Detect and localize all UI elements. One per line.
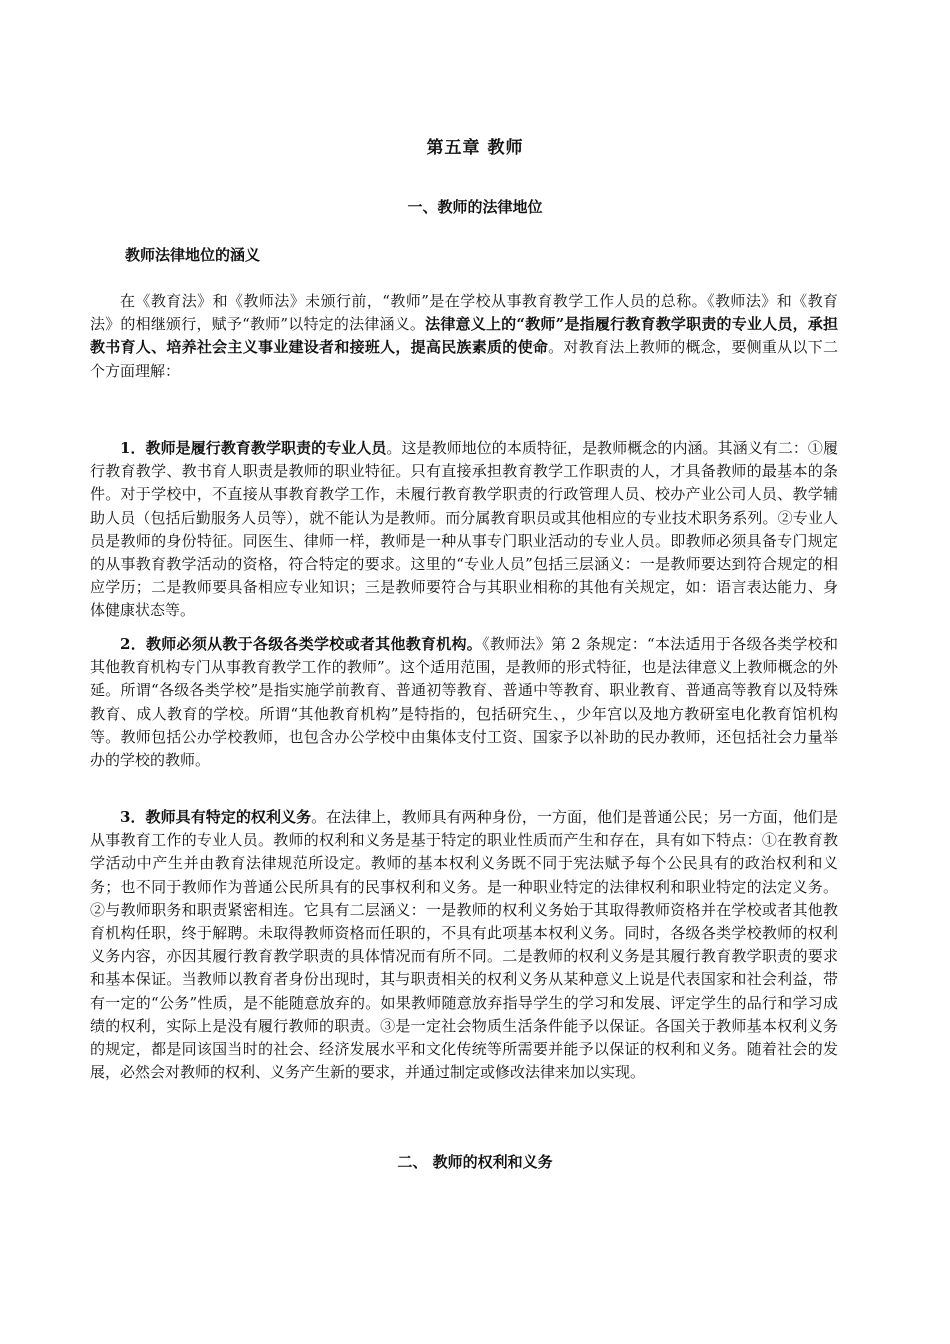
subheading-meaning: 教师法律地位的涵义: [125, 246, 261, 264]
point-1-paragraph: [90, 437, 838, 623]
section-title-rights-duties: 二、 教师的权利和义务: [397, 1153, 553, 1171]
point-2-heading: 2．教师必须从教于各级各类学校或者其他教育机构。: [120, 635, 483, 653]
chapter-title: 第五章 教师: [426, 138, 524, 158]
point-3-text: 。在法律上，教师具有两种身份，一方面，他们是普通公民；另一方面，他们是从事教育工作的专业人员。教师的权利和义务是基于特定的职业性质而产生和存在，具有如下特点：①在教育教学活动中产生并由教育法律规范所设定。教师的基本权利义务既不同于宪法赋予每个公民具有的政治权利和义务；也不同于教师作为普通公民所具有的民事权利和义务。是一种职业特定的法律权利和职业特定的法定义务。②与教师职务和职责紧密相连。它具有二层涵义：一是教师的权利义务始于其取得教师资格并在学校或者其他教育机构任职，终于解聘。未取得教师资格而任职的，不具有此项基本权利义务。同时，各级各类学校教师的权利义务内容，亦因其履行教育教学职责的具体情况而有所不同。二是教师的权利义务是其履行教育教学职责的要求和基本保证。当教师以教育者身份出现时，其与职责相关的权利义务从某种意义上说是代表国家和社会利益，带有一定的“公务”性质，是不能随意放弃的。如果教师随意放弃指导学生的学习和发展、评定学生的品行和学习成绩的权利，实际上是没有履行教师的职责。③是一定社会物质生活条件能予以保证。各国关于教师基本权利义务的规定，都是同该国当时的社会、经济发展水平和文化传统等所需要并能予以保证的权利和义务。随着社会的发展，必然会对教师的权利、义务产生新的要求，并通过制定或修改法律来加以实现。: [90, 808, 838, 1082]
point-2-text: 《教师法》第 2 条规定：“本法适用于各级各类学校和其他教育机构专门从事教育教学工作的教师”。这个适用范围，是教师的形式特征，也是法律意义上教师概念的外延。所谓“各级各类学校”是指实施学前教育、普通初等教育、普通中等教育、职业教育、普通高等教育以及特殊教育、成人教育的学校。所谓“其他教育机构”是特指的，包括研究生、，少年宫以及地方教研室电化教育馆机构等。教师包括公办学校教师，也包含办公学校中由集体支付工资、国家予以补助的民办教师，还包括社会力量举办的学校的教师。: [90, 635, 838, 770]
section-title-legal-status: 一、教师的法律地位: [407, 198, 543, 216]
point-3-paragraph: [90, 806, 838, 1084]
intro-bold-definition: 法律意义上的“教师”是指履行教育教学职责的专业人员，承担教书育人、培养社会主义事业建设者和接班人，提高民族素质的使命: [90, 315, 838, 357]
intro-text-2: 。对教育法上教师的概念，要侧重从以下二个方面理解：: [90, 338, 838, 380]
intro-text-1: 在《教育法》和《教师法》未颁行前，“教师”是在学校从事教育教学工作人员的总称。《教师法》和《教育法》的相继颁行，赋予“教师”以特定的法律涵义。: [90, 292, 838, 334]
point-1-text: 。这是教师地位的本质特征，是教师概念的内涵。其涵义有二：①履行教育教学、教书育人职责是教师的职业特征。只有直接承担教育教学工作职责的人，才具备教师的最基本的条件。对于学校中，不直接从事教育教学工作，未履行教育教学职责的行政管理人员、校办产业公司人员、教学辅助人员（包括后勤服务人员等），就不能认为是教师。而分属教育职员或其他相应的专业技术职务系列。②专业人员是教师的身份特征。同医生、律师一样，教师是一种从事专门职业活动的专业人员。即教师必须具备专门规定的从事教育教学活动的资格，符合特定的要求。这里的“专业人员”包括三层涵义：一是教师要达到符合规定的相应学历；二是教师要具备相应专业知识；三是教师要符合与其职业相称的其他有关规定，如：语言表达能力、身体健康状态等。: [90, 439, 838, 620]
point-2-paragraph: [90, 633, 838, 772]
point-3-heading: 3．教师具有特定的权利义务: [120, 808, 312, 826]
intro-paragraph: [90, 290, 838, 383]
point-1-heading: 1．教师是履行教育教学职责的专业人员: [120, 439, 387, 457]
